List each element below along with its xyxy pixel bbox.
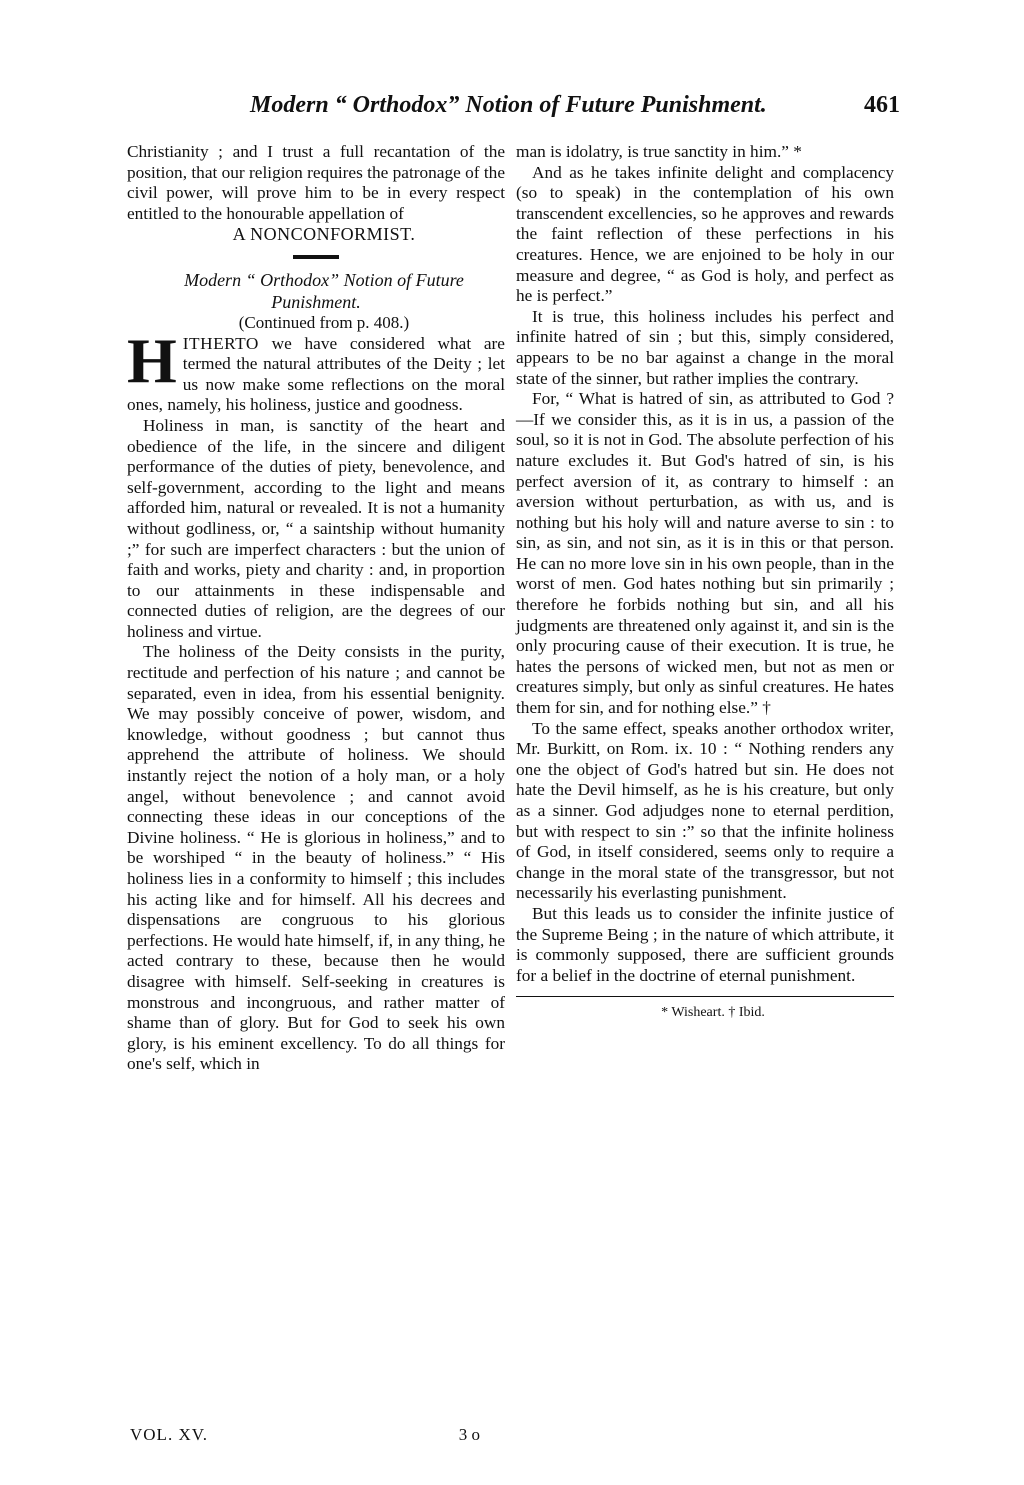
left-column (127, 142, 505, 1075)
signature-mark: 3 o (458, 1425, 480, 1444)
section-divider (293, 255, 339, 259)
opening-paragraph (127, 324, 505, 416)
running-header (120, 92, 900, 132)
first-word-rest: ITHERTO (182, 333, 259, 353)
opening-text: we have considered what are termed the natural attributes of the Deity ; let us now make some reflections on the moral ones, namely, his holiness, justice and goodness. (127, 333, 505, 415)
volume-label: VOL. XV. (130, 1425, 209, 1444)
page-footer (130, 1425, 480, 1449)
footnote-rule (516, 996, 894, 997)
footnote: * Wisheart. † Ibid. (661, 1005, 765, 1021)
page-number: 461 (864, 92, 900, 118)
paragraph-holiness-of-deity: The holiness of the Deity consists in the purity, rectitude and perfection of his nature ; and cannot be separated, even in idea, from his essential benignity. We may possibly conceive of power, wisdom, and knowledge, without goodness ; but cannot thus apprehend the attribute of holiness. We should instantly reject the notion of a holy man, or a holy angel, without benevolence ; and cannot avoid connecting these ideas in our conceptions of the Divine holiness. “ He is glorious in holiness,” and to be worshiped “ in the beauty of holiness.” “ His holiness lies in a conformity to himself ; this includes his acting like and for himself. All his decrees and dispensations are congruous to his glorious perfections. He would hate himself, if, in any thing, he acted contrary to these, because then he would disagree with himself. Self-seeking in creatures is monstrous and incongruous, and rather matter of shame than of glory. But for God to seek his own glory, is his eminent excellency. To do all things for one's self, which in (127, 642, 505, 1074)
paragraph-hatred-of-sin: It is true, this holiness includes his perfect and infinite hatred of sin ; but this, simply considered, appears to be no bar against a change in the moral state of the sinner, but rather implies the contrary. (516, 306, 894, 388)
drop-cap: H (127, 324, 177, 396)
paragraph-holiness-in-man: Holiness in man, is sanctity of the heart and obedience of the life, in the sincere and diligent performance of the duties of piety, benevolence, and self-government, according to the light and means afforded him, natural or revealed. It is not a humanity without godliness, or, “ a saintship without humanity ;” for such are imperfect characters : but the union of faith and works, piety and charity : and, in proportion to our attainments in these indispensable and connected duties of religion, are the degrees of our holiness and virtue. (127, 415, 505, 641)
paragraph-quotation: For, “ What is hatred of sin, as attributed to God ?—If we consider this, as it is in us, a passion of the soul, so it is not in God. The absolute perfection of his nature excludes it. But God's hatred of sin, is his perfect aversion of it, as contrary to himself : an aversion without perturbation, as with us, and is nothing but his holy will and nature averse to sin : to sin, as sin, and not sin, as it is in this or that person. He can no more love sin in his own people, than in the worst of men. God hates nothing but sin primarily ; therefore he forbids nothing but sin, and all his judgments are threatened only against it, and sin is the only procuring cause of their execution. It is true, he hates the persons of wicked men, but not as men or creatures simply, but only as sinful creatures. He hates them for sin, and for nothing else.” † (516, 389, 894, 718)
paragraph-burkitt: To the same effect, speaks another orthodox writer, Mr. Burkitt, on Rom. ix. 10 : “ Nothing renders any one the object of God's hatred but sin. He does not hate the Devil himself, as he is his creature, but only as a sinner. God adjudges none to eternal perdition, but with respect to sin :” so that the infinite holiness of God, in itself considered, seems only to require a change in the moral state of the transgressor, but not necessarily his everlasting punishment. (516, 718, 894, 903)
article-title: Modern “ Orthodox” Notion of Future Punishment. (184, 269, 464, 312)
paragraph-complacency: And as he takes infinite delight and complacency (so to speak) in the contemplation of his own transcendent excellencies, so he approves and rewards the faint reflection of these perfections in his creatures. Hence, we are enjoined to be holy in our measure and degree, “ as God is holy, and perfect as he is perfect.” (516, 162, 894, 306)
signature: A NONCONFORMIST. (232, 224, 416, 245)
continued-note: (Continued from p. 408.) (238, 312, 410, 332)
right-column (516, 142, 894, 1024)
running-title: Modern “ Orthodox” Notion of Future Punishment. (250, 92, 767, 118)
left-continuation: Christianity ; and I trust a full recantation of the position, that our religion requires the patronage of the civil power, will prove him to be in every respect entitled to the honourable appellation of (127, 142, 505, 223)
paragraph-justice: But this leads us to consider the infinite justice of the Supreme Being ; in the nature of which attribute, it is commonly supposed, there are sufficient grounds for a belief in the doctrine of eternal punishment. (516, 903, 894, 985)
right-continuation: man is idolatry, is true sanctity in him.” * (516, 142, 802, 161)
